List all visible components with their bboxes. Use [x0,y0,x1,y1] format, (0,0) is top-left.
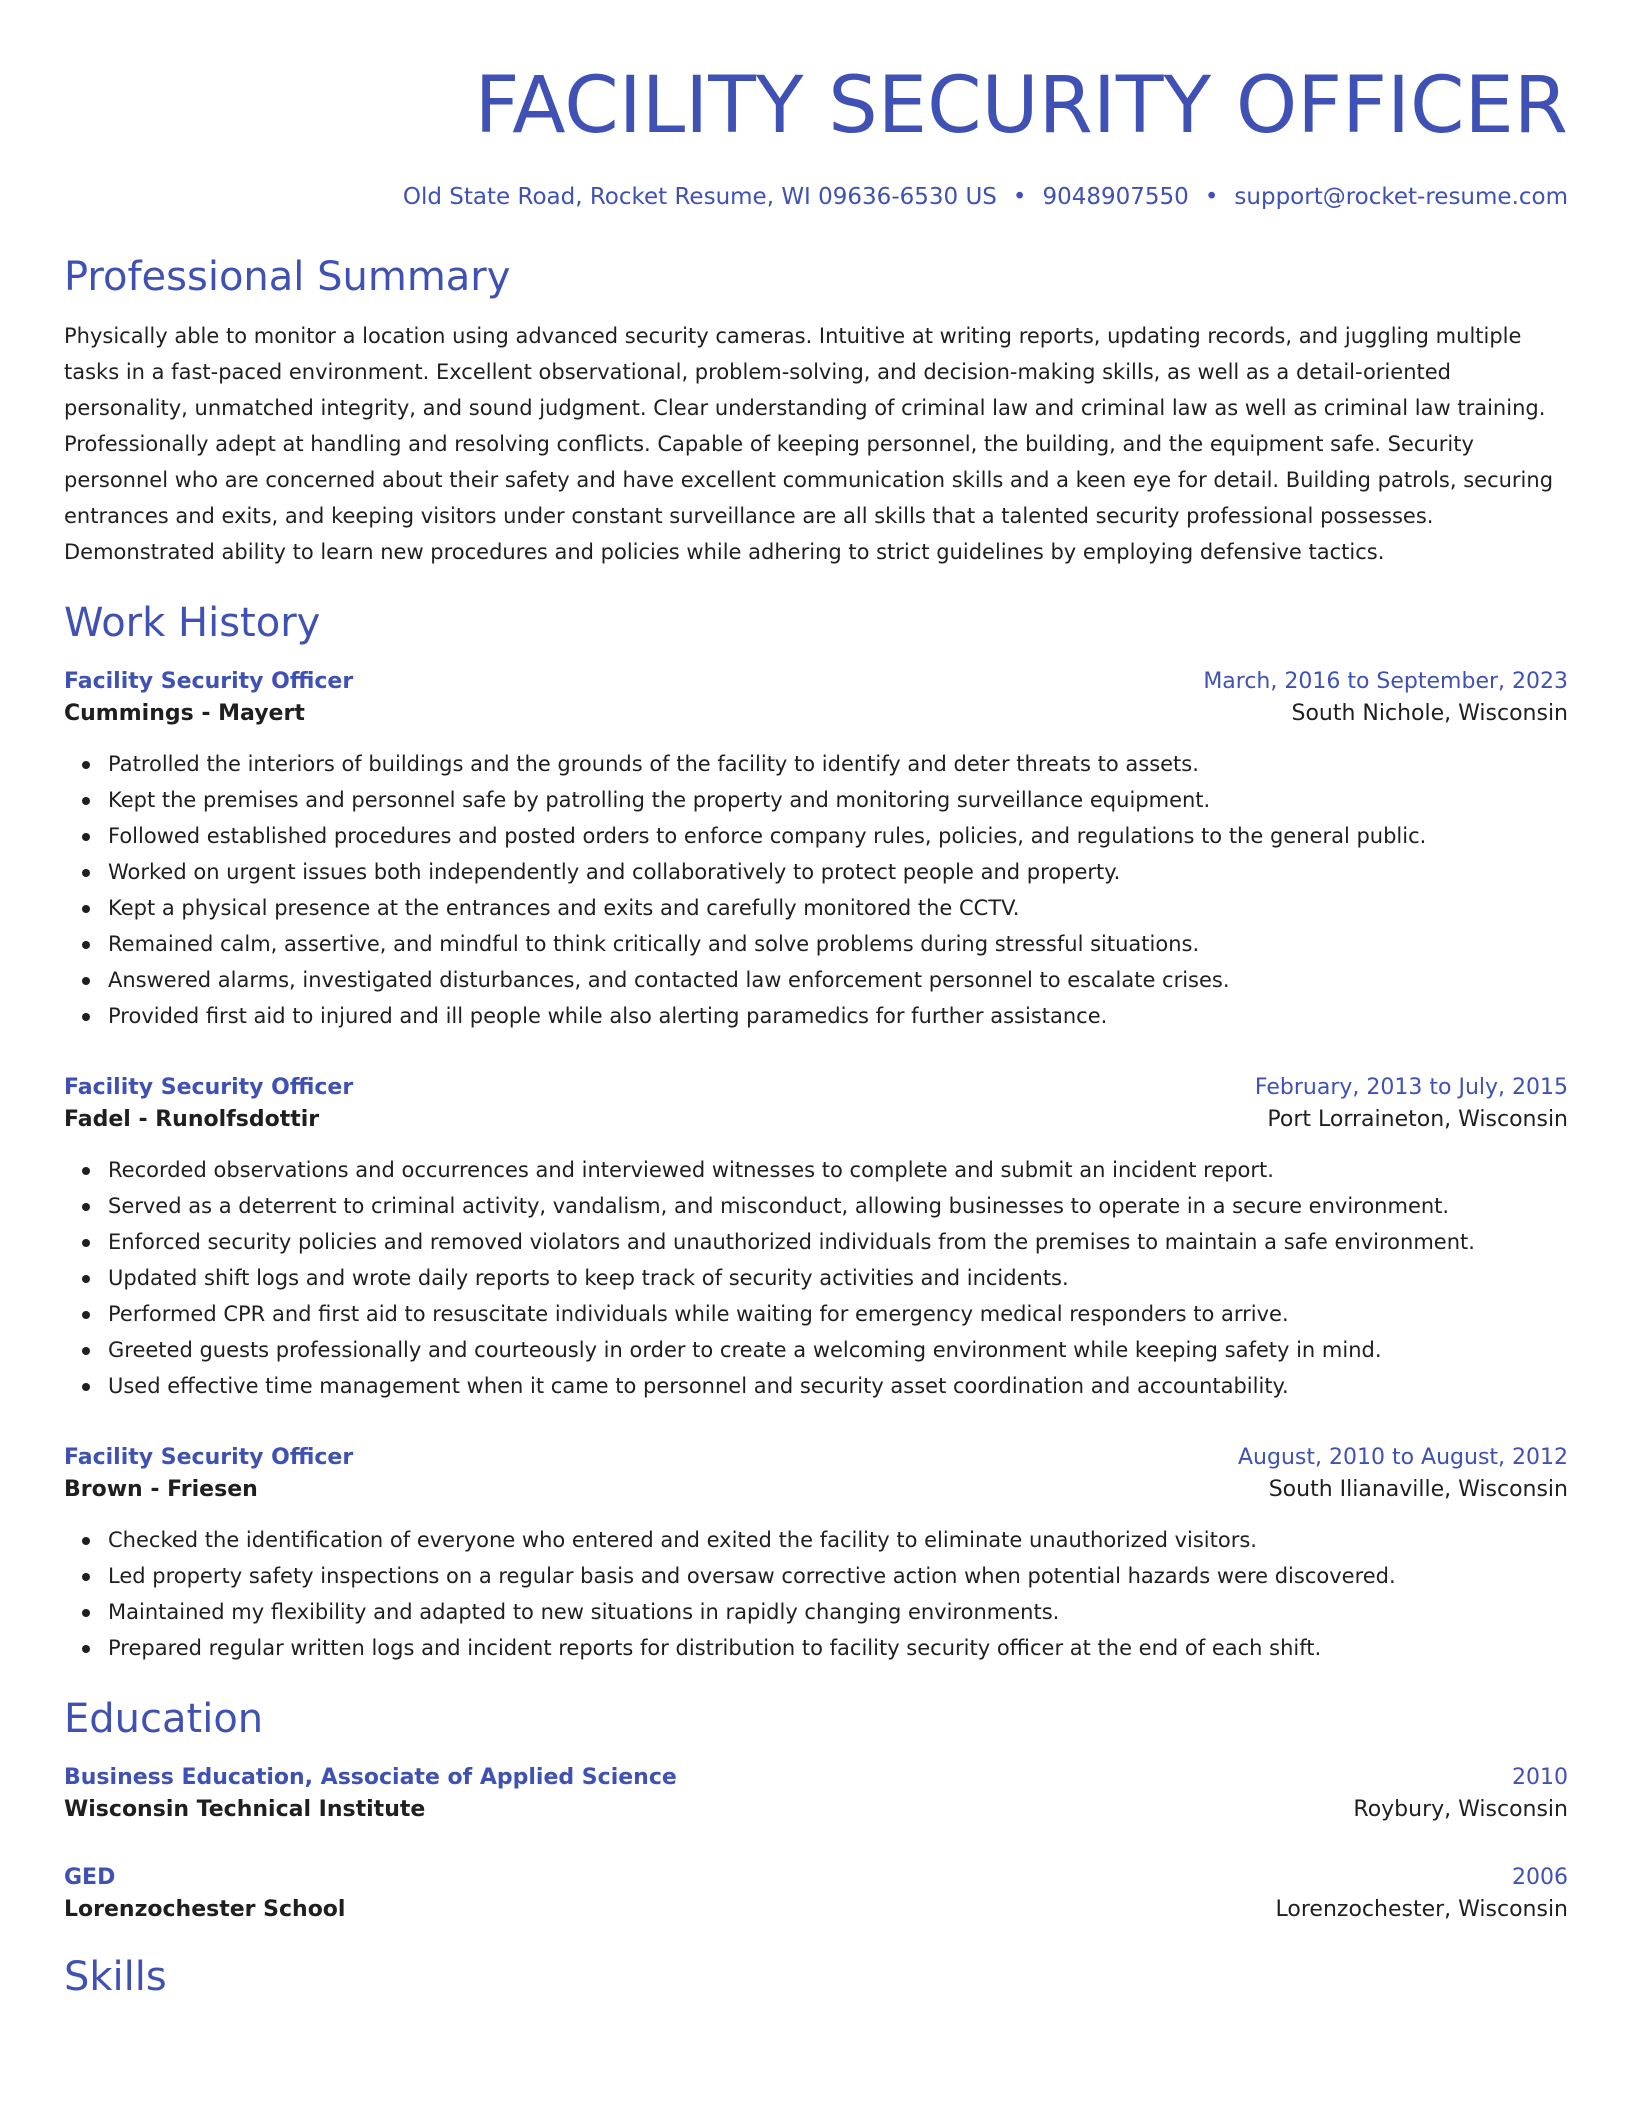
job-bullet: Remained calm, assertive, and mindful to think critically and solve problems during stressful situations. [108,926,1568,962]
education-school: Wisconsin Technical Institute [64,1797,426,1822]
job-bullet: Patrolled the interiors of buildings and the grounds of the facility to identify and deter threats to assets. [108,746,1568,782]
summary-heading: Professional Summary [64,254,511,300]
job-bullet: Checked the identification of everyone who entered and exited the facility to eliminate unauthorized visitors. [108,1522,1568,1558]
education-location: Lorenzochester, Wisconsin [1275,1897,1568,1922]
job-bullet: Worked on urgent issues both independently and collaboratively to protect people and property. [108,854,1568,890]
resume-page [64,0,1568,2002]
job-bullets [64,746,1568,1034]
job-company: Fadel - Runolfsdottir [64,1107,320,1132]
job-location: South Nichole, Wisconsin [1291,701,1568,726]
education-entry [64,1862,1568,1926]
education-entry [64,1762,1568,1826]
job-dates: February, 2013 to July, 2015 [1254,1075,1568,1100]
summary-text: Physically able to monitor a location using advanced security cameras. Intuitive at writing reports, updating records, and juggling multiple tasks in a fast-paced environment. Excellent observational, problem-solving, and decision-making skills, as well as a detail-oriented personality, unmatched integrity, and sound judgment. Clear understanding of criminal law and criminal law as well as criminal law training. Professionally adept at handling and resolving conflicts. Capable of keeping personnel, the building, and the equipment safe. Security personnel who are concerned about their safety and have excellent communication skills and a keen eye for detail. Building patrols, securing entrances and exits, and keeping visitors under constant surveillance are all skills that a talented security professional possesses. Demonstrated ability to learn new procedures and policies while adhering to strict guidelines by employing defensive tactics. [64,324,1554,564]
job-bullets [64,1522,1568,1666]
job-role: Facility Security Officer [64,1445,354,1470]
job-bullet: Kept a physical presence at the entrances and exits and carefully monitored the CCTV. [108,890,1568,926]
job-dates: August, 2010 to August, 2012 [1238,1445,1568,1470]
job-bullet: Provided first aid to injured and ill people while also alerting paramedics for further assistance. [108,998,1568,1034]
education-school: Lorenzochester School [64,1897,346,1922]
job-bullet: Enforced security policies and removed violators and unauthorized individuals from the premises to maintain a safe environment. [108,1224,1568,1260]
job-role: Facility Security Officer [64,669,354,694]
job-bullet: Served as a deterrent to criminal activity, vandalism, and misconduct, allowing businesses to operate in a secure environment. [108,1188,1568,1224]
job-company: Brown - Friesen [64,1477,258,1502]
contact-line [64,182,1568,212]
job-bullets [64,1152,1568,1404]
job-entry [64,1442,1568,1666]
job-location: Port Lorraineton, Wisconsin [1267,1107,1568,1132]
education-heading: Education [64,1696,264,1742]
education-degree: GED [64,1865,116,1890]
job-location: South Ilianaville, Wisconsin [1268,1477,1568,1502]
education-degree: Business Education, Associate of Applied Science [64,1765,677,1790]
job-bullet: Prepared regular written logs and incident reports for distribution to facility security officer at the end of each shift. [108,1630,1568,1666]
contact-address: Old State Road, Rocket Resume, WI 09636-6530 US [402,184,997,210]
job-bullet: Followed established procedures and posted orders to enforce company rules, policies, and regulations to the general public. [108,818,1568,854]
job-dates: March, 2016 to September, 2023 [1203,669,1568,694]
candidate-title: FACILITY SECURITY OFFICER [474,61,1568,151]
job-bullet: Greeted guests professionally and courteously in order to create a welcoming environment while keeping safety in mind. [108,1332,1568,1368]
job-bullet: Updated shift logs and wrote daily reports to keep track of security activities and incidents. [108,1260,1568,1296]
job-bullet: Used effective time management when it came to personnel and security asset coordination and accountability. [108,1368,1568,1404]
contact-separator: • [1204,184,1219,210]
job-bullet: Performed CPR and first aid to resuscitate individuals while waiting for emergency medical responders to arrive. [108,1296,1568,1332]
job-role: Facility Security Officer [64,1075,354,1100]
skills-heading: Skills [64,1954,167,2000]
contact-email: support@rocket-resume.com [1234,184,1568,210]
job-bullet: Answered alarms, investigated disturbances, and contacted law enforcement personnel to escalate crises. [108,962,1568,998]
job-bullet: Led property safety inspections on a regular basis and oversaw corrective action when potential hazards were discovered. [108,1558,1568,1594]
job-company: Cummings - Mayert [64,701,305,726]
job-entry [64,666,1568,1034]
education-year: 2010 [1512,1765,1568,1790]
contact-phone: 9048907550 [1042,184,1189,210]
job-entry [64,1072,1568,1404]
job-bullet: Maintained my flexibility and adapted to new situations in rapidly changing environments. [108,1594,1568,1630]
education-year: 2006 [1512,1865,1568,1890]
work-history-heading: Work History [64,600,321,646]
education-location: Roybury, Wisconsin [1353,1797,1568,1822]
contact-separator: • [1012,184,1027,210]
job-bullet: Recorded observations and occurrences and interviewed witnesses to complete and submit an incident report. [108,1152,1568,1188]
job-bullet: Kept the premises and personnel safe by patrolling the property and monitoring surveillance equipment. [108,782,1568,818]
